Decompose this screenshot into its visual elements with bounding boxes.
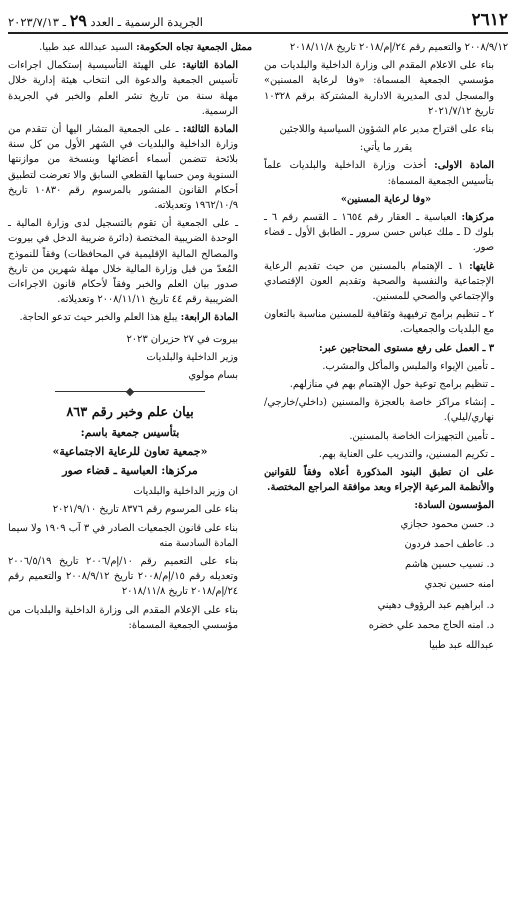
gazette-prefix: الجريدة الرسمية ـ العدد xyxy=(90,15,203,29)
gov-representative xyxy=(8,40,252,55)
goal-bullet-4: ـ تأمين التجهيزات الخاصة بالمسنين. xyxy=(349,430,494,442)
founders-list xyxy=(264,517,508,653)
founder-name: د. امنه الحاج محمد علي خضره xyxy=(368,619,494,631)
goal-bullet-3: ـ إنشاء مراكز خاصة بالعجزة والمسنين (داخلي/خارجي/نهاري/ليلي). xyxy=(264,397,494,424)
page-header xyxy=(8,6,508,34)
article-1-text: أخذت وزارة الداخلية والبلديات علماً بتأسيس الجمعية المسماة: xyxy=(264,160,494,187)
goals xyxy=(264,259,508,305)
founder-name: عبدالله عبد طبيا xyxy=(428,639,494,651)
founder-name: د. ابراهيم عبد الرؤوف دهيني xyxy=(377,599,494,611)
article-1-label: المادة الاولى: xyxy=(434,160,494,172)
section-divider xyxy=(55,391,205,398)
article-2-text: على الهيئة التأسيسية إستكمال اجراءات تأسيس الجمعية والدعوة الى انتخاب هيئة إدارية خلال مهلة سنة من تاريخ نشر العلم والخبر في الجريدة الرسمية. xyxy=(8,60,238,117)
article-2 xyxy=(8,58,252,119)
founder-name: د. حسن محمود حجازي xyxy=(400,518,494,530)
gazette-title xyxy=(8,11,203,30)
notice-subtitle: بتأسيس جمعية باسم: xyxy=(80,426,180,440)
gov-representative-label: ممثل الجمعية تجاه الحكومة: xyxy=(136,42,252,53)
notice-association-name: «جمعية تعاون للرعاية الاجتماعية» xyxy=(52,445,208,459)
notice-headquarters: مركزها: العباسية ـ قضاء صور xyxy=(62,464,198,478)
article-3-text: ـ على الجمعية المشار اليها أن تتقدم من وزارة الداخلية والبلديات في الشهر الأول من كل سنة بلائحة تتضمن أسماء أعضائها وبنسخة من موازنتها السنوية ومن حسابها القطعي السابق والا تعرضت لتطبيق أحكام القانون المنشور بالمرسوم رقم ١٠٨٣٠ تاريخ ١٩٦٢/١٠/٩ وتعديلاته. xyxy=(8,124,238,212)
goal-bullet-5: ـ تكريم المسنين، والتدريب على العناية بهم. xyxy=(318,448,494,460)
page-number: ٢٦١٢ xyxy=(471,10,508,30)
headquarters xyxy=(264,210,508,256)
gazette-date: ـ ٢٠٢٣/٧/١٣ xyxy=(8,15,67,29)
left-column xyxy=(8,40,252,658)
goal-2: ٢ ـ تنظيم برامج ترفيهية وثقافية للمسنين مناسبة بالتعاون مع البلديات والجمعيات. xyxy=(264,309,494,336)
article-1 xyxy=(264,158,508,188)
notice-title: بيان علم وخبر رقم ٨٦٣ xyxy=(66,405,194,421)
left-line-2: بناء على المرسوم رقم ٨٣٧٦ تاريخ ٢٠٢١/٩/١٠ xyxy=(52,504,238,516)
left-line-4: بناء على التعميم رقم ١٠/إم/٢٠٠٦ تاريخ ٢٠٠٦/٥/١٩ وتعديله رقم ١٥/إم/٢٠٠٨ تاريخ ٢٠٠٨/٩/١٢ والتعميم رقم ٢٤/إم/٢٠١٨ تاريخ ٢٠١٨/١١/٨ xyxy=(8,556,238,598)
founders-label: المؤسسون السادة: xyxy=(414,500,494,512)
left-line-5: بناء على الإعلام المقدم الى وزارة الداخلية والبلديات من مؤسسي الجمعية المسماة: xyxy=(8,604,238,631)
right-p1: ٢٠٠٨/٩/١٢ والتعميم رقم ٢٤/إم/٢٠١٨ تاريخ ٢٠١٨/١١/٨ xyxy=(289,42,508,53)
headquarters-text: العباسية ـ العقار رقم ١٦٥٤ ـ القسم رقم ٦ ـ بلوك D ـ ملك عباس حسن سرور ـ الطابق الأول ـ قضاء صور. xyxy=(264,212,494,254)
founder-name: د. نسيب حسين هاشم xyxy=(405,559,494,571)
minister-title: وزير الداخلية والبلديات xyxy=(146,351,238,363)
right-p3: بناء على اقتراح مدير عام الشؤون السياسية واللاجئين xyxy=(279,124,494,136)
columns xyxy=(8,40,508,658)
article-3-label: المادة الثالثة: xyxy=(182,124,238,136)
goals-label: غايتها: xyxy=(469,260,494,272)
right-column xyxy=(264,40,508,658)
article-3-tax: ـ على الجمعية أن تقوم بالتسجيل لدى وزارة المالية ـ الوحدة الضريبية المختصة (دائرة ضريبة الدخل في بيروت والمصالح المالية الإقليمية في المحافظات) وفقاً للنموذج المُعدّ من قبل وزارة المالية خلال مهلة شهرين من تاريخ صدور بيان العلم والخبر وفقاً لأحكام قانون الاجراءات الضريبية رقم ٤٤ تاريخ ٢٠٠٨/١١/١١ وتعديلاته. xyxy=(8,218,238,306)
goal-bullet-1: ـ تأمين الإيواء والملبس والمأكل والمشرب. xyxy=(322,360,494,372)
article-4-text: يبلغ هذا العلم والخبر حيث تدعو الحاجة. xyxy=(19,312,181,324)
headquarters-label: مركزها: xyxy=(461,212,495,224)
goal-3: ٣ ـ العمل على رفع مستوى المحتاجين عبر: xyxy=(318,342,494,354)
gov-representative-text: السيد عبدالله عبد طبيا. xyxy=(39,42,137,53)
goal-bullet-2: ـ تنظيم برامج توعية حول الإهتمام بهم في منازلهم. xyxy=(289,379,494,391)
decides-line: يقرر ما يأتي: xyxy=(359,142,413,154)
goals-text: ١ ـ الإهتمام بالمسنين من حيث تقديم الرعاية الإجتماعية والنفسية والصحية وتقديم العون الإقتصادي والإجتماعي والصحي للمسنين. xyxy=(264,260,494,303)
left-line-3: بناء على قانون الجمعيات الصادر في ٣ آب ١٩٠٩ ولا سيما المادة السادسة منه xyxy=(8,522,238,549)
closing-clause: على ان تطبق البنود المذكورة أعلاه وفقاً للقوانين والأنظمة المرعية الإجراء وبعد موافقة المراجع المختصة. xyxy=(264,467,494,494)
minister-signature: بسام مولوي xyxy=(188,370,238,382)
right-p2: بناء على الاعلام المقدم الى وزارة الداخلية والبلديات من مؤسسي الجمعية المسماة: «وفا لرعاية المسنين» والمسجل لدى المديرية الادارية المشتركة برقم ١٠٣٢٨ تاريخ ٢٠٢١/٧/١٢ xyxy=(264,60,494,117)
association-name: «وفا لرعاية المسنين» xyxy=(340,193,432,205)
founder-name: د. عاطف احمد فردون xyxy=(404,538,494,550)
issue-number: ٢٩ xyxy=(69,11,87,30)
article-3 xyxy=(8,122,252,213)
article-2-label: المادة الثانية: xyxy=(182,60,239,72)
place-date: بيروت في ٢٧ حزيران ٢٠٢٣ xyxy=(126,333,238,345)
founder-name: امنه حسين نجدي xyxy=(424,579,494,591)
left-line-1: ان وزير الداخلية والبلديات xyxy=(133,486,238,498)
article-4-label: المادة الرابعة: xyxy=(180,312,238,324)
article-4 xyxy=(8,310,252,325)
